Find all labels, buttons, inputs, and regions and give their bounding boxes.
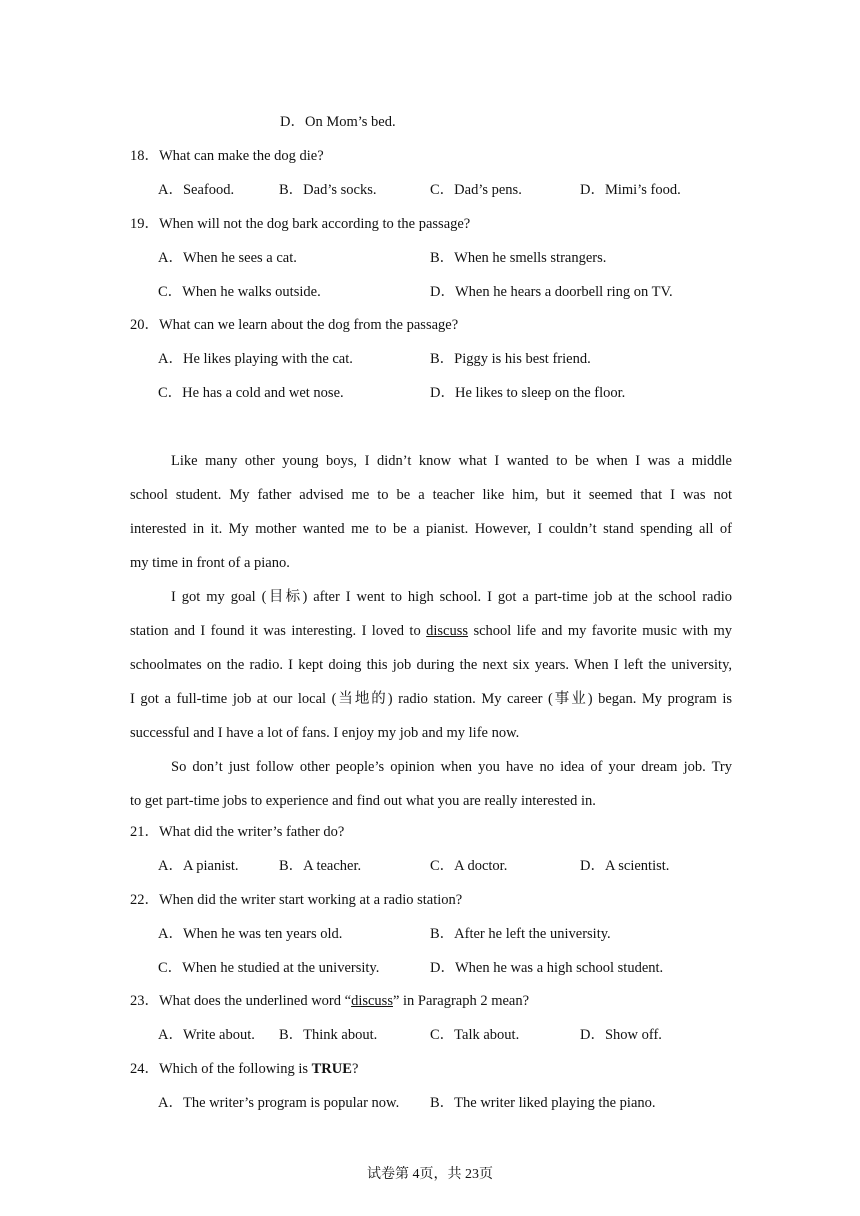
- q18-option-c: C．Dad’s pens.: [430, 182, 522, 198]
- q18-option-a: A．Seafood.: [158, 182, 235, 198]
- bold-word-true: TRUE: [311, 1061, 352, 1077]
- question-18: 18．What can make the dog die?: [130, 148, 324, 164]
- question-23: 23．What does the underlined word “discuss” in Paragraph 2 mean?: [130, 993, 530, 1009]
- q21-option-b: B．A teacher.: [279, 858, 362, 874]
- question-24: 24．Which of the following is TRUE?: [130, 1061, 359, 1077]
- question-20: 20．What can we learn about the dog from the passage?: [130, 317, 459, 333]
- passage-p3-line1: So don’t just follow other people’s opinion when you have no idea of your dream job. Try: [171, 759, 732, 775]
- q23-option-b: B．Think about.: [279, 1027, 378, 1043]
- q22-option-d: D．When he was a high school student.: [430, 960, 664, 976]
- q18-option-d: D．Mimi’s food.: [580, 182, 681, 198]
- q23-option-a: A．Write about.: [158, 1027, 255, 1043]
- question-19: 19．When will not the dog bark according to the passage?: [130, 216, 471, 232]
- q19-option-d: D．When he hears a doorbell ring on TV.: [430, 284, 673, 300]
- passage-p1-line1: Like many other young boys, I didn’t know what I wanted to be when I was a middle: [171, 453, 732, 469]
- passage-p2-line4: I got a full-time job at our local (当地的) radio station. My career (事业) began. My program is: [130, 691, 732, 707]
- passage-p1-line4: my time in front of a piano.: [130, 555, 290, 571]
- reading-passage: [130, 452, 732, 826]
- q19-option-a: A．When he sees a cat.: [158, 250, 297, 266]
- passage-p2-line1: I got my goal (目标) after I went to high school. I got a part-time job at the school radio: [171, 589, 732, 605]
- question-22: 22．When did the writer start working at a radio station?: [130, 892, 463, 908]
- q24-option-a: A．The writer’s program is popular now.: [158, 1095, 400, 1111]
- q24-option-b: B．The writer liked playing the piano.: [430, 1095, 656, 1111]
- q23-option-c: C．Talk about.: [430, 1027, 520, 1043]
- underlined-word-discuss-q23: discuss: [351, 993, 393, 1009]
- passage-p1-line3: interested in it. My mother wanted me to be a pianist. However, I couldn’t stand spending all of: [130, 521, 732, 537]
- option-d-continued: D．On Mom’s bed.: [280, 114, 396, 130]
- q22-option-b: B．After he left the university.: [430, 926, 611, 942]
- question-21: 21．What did the writer’s father do?: [130, 824, 345, 840]
- q20-option-b: B．Piggy is his best friend.: [430, 351, 591, 367]
- passage-p3-line2: to get part-time jobs to experience and find out what you are really interested in.: [130, 793, 596, 809]
- q19-option-b: B．When he smells strangers.: [430, 250, 607, 266]
- q21-option-c: C．A doctor.: [430, 858, 508, 874]
- q23-option-d: D．Show off.: [580, 1027, 662, 1043]
- q21-option-a: A．A pianist.: [158, 858, 239, 874]
- q18-option-b: B．Dad’s socks.: [279, 182, 377, 198]
- passage-p2-line3: schoolmates on the radio. I kept doing this job during the next six years. When I left the university,: [130, 657, 732, 673]
- passage-p1-line2: school student. My father advised me to be a teacher like him, but it seemed that I was not: [130, 487, 732, 503]
- q22-option-c: C．When he studied at the university.: [158, 960, 380, 976]
- q20-option-c: C．He has a cold and wet nose.: [158, 385, 344, 401]
- underlined-word-discuss: discuss: [426, 623, 469, 639]
- q20-option-a: A．He likes playing with the cat.: [158, 351, 353, 367]
- q19-option-c: C．When he walks outside.: [158, 284, 321, 300]
- q20-option-d: D．He likes to sleep on the floor.: [430, 385, 626, 401]
- q21-option-d: D．A scientist.: [580, 858, 670, 874]
- page-footer: 试卷第 4页，共 23页: [367, 1167, 493, 1182]
- passage-p2-line5: successful and I have a lot of fans. I enjoy my job and my life now.: [130, 725, 520, 741]
- q22-option-a: A．When he was ten years old.: [158, 926, 343, 942]
- passage-p2-line2: station and I found it was interesting. I loved to discuss school life and my favorite music with my: [130, 623, 733, 639]
